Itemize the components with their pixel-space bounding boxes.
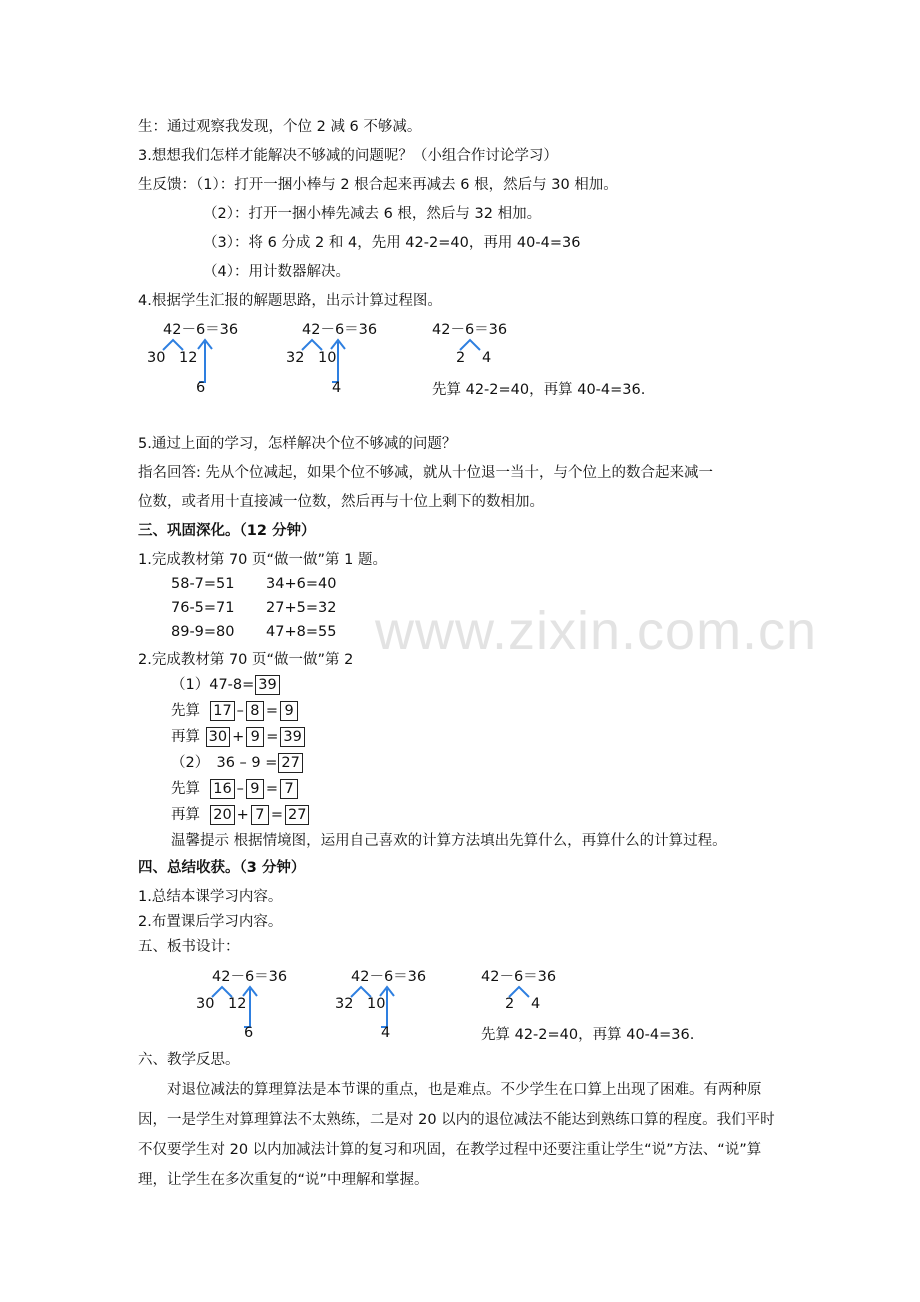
step-label: 先算 (171, 781, 200, 797)
calc-diagram-1 (145, 318, 305, 398)
equation: 42－6＝36 (163, 322, 239, 338)
split-arrows (284, 318, 444, 398)
operator: = (270, 807, 283, 823)
text-line: （3）：将 6 分成 2 和 4，先用 42-2=40，再用 40-4=36 (203, 235, 581, 251)
split-value: 30 (196, 996, 215, 1012)
text-line: 生反馈：（1）：打开一捆小棒与 2 根合起来再减去 6 根，然后与 30 相加。 (138, 177, 618, 193)
text-line: 五、板书设计： (138, 939, 240, 955)
split-value: 12 (179, 350, 198, 366)
answer-box: 17 (210, 701, 234, 721)
practice-row (171, 675, 281, 695)
answer-box: 39 (255, 675, 279, 695)
operator: + (232, 729, 245, 745)
split-value: 4 (531, 996, 541, 1012)
exercise-item: 27+5=32 (266, 600, 337, 616)
split-value: 32 (286, 350, 305, 366)
text-line: 位数，或者用十直接减一位数，然后再与十位上剩下的数相加。 (138, 494, 544, 510)
subtrahend: 4 (381, 1025, 391, 1041)
step-label: 再算 (171, 807, 200, 823)
split-value: 10 (318, 350, 337, 366)
practice-row (171, 753, 304, 773)
split-value: 2 (456, 350, 466, 366)
text-line: 指名回答: 先从个位减起，如果个位不够减，就从十位退一当十，与个位上的数合起来减一 (138, 465, 713, 481)
text-line: （4）：用计数器解决。 (203, 264, 350, 280)
tip-text: 温馨提示 根据情境图，运用自己喜欢的计算方法填出先算什么，再算什么的计算过程。 (171, 833, 727, 849)
exercise-item: 76-5=71 (171, 600, 235, 616)
text-line: 5.通过上面的学习，怎样解决个位不够减的问题？ (138, 436, 457, 452)
text-line: 3.想想我们怎样才能解决不够减的问题呢？（小组合作讨论学习） (138, 148, 558, 164)
text-line: 2.完成教材第 70 页“做一做”第 2 (138, 652, 354, 668)
practice-row (171, 805, 310, 825)
split-value: 32 (335, 996, 354, 1012)
text-line: 1.完成教材第 70 页“做一做”第 1 题。 (138, 552, 387, 568)
board-diagram-3 (481, 965, 781, 1045)
practice-label: （2） 36 – 9 = (171, 755, 278, 771)
split-arrows (194, 965, 354, 1045)
subtrahend: 4 (332, 380, 342, 396)
text-line: 1.总结本课学习内容。 (138, 889, 283, 905)
reflection-paragraph: 对退位减法的算理算法是本节课的重点，也是难点。不少学生在口算上出现了困难。有两种原因，一是学生对算理算法不太熟练，二是对 20 以内的退位减法不能达到熟练口算的程度。我们平时不仅要学生对 20 以内加减法计算的复习和巩固，在教学过程中还要注重让学生“说”方法、“说”算理，让学生在多次重复的“说”中理解和掌握。 (138, 1082, 775, 1188)
calc-note: 先算 42-2=40，再算 40-4=36. (481, 1027, 695, 1043)
calc-note: 先算 42-2=40，再算 40-4=36. (432, 382, 646, 398)
operator: + (236, 807, 249, 823)
text-line: 生：通过观察我发现，个位 2 减 6 不够减。 (138, 119, 422, 135)
board-diagram-1 (194, 965, 354, 1045)
equation: 42－6＝36 (302, 322, 378, 338)
answer-box: 20 (210, 805, 234, 825)
answer-box: 7 (280, 779, 298, 799)
step-label: 再算 (171, 729, 200, 745)
practice-row (171, 727, 306, 747)
split-value: 10 (367, 996, 386, 1012)
text-line: 2.布置课后学习内容。 (138, 914, 283, 930)
equation: 42－6＝36 (351, 969, 427, 985)
answer-box: 39 (280, 727, 304, 747)
answer-box: 27 (278, 753, 302, 773)
practice-label: （1）47-8= (171, 677, 255, 693)
exercise-item: 34+6=40 (266, 576, 337, 592)
answer-box: 27 (285, 805, 309, 825)
split-value: 4 (482, 350, 492, 366)
operator: = (266, 729, 279, 745)
section-heading: 四、总结收获。（3 分钟） (138, 860, 306, 876)
answer-box: 16 (210, 779, 234, 799)
answer-box: 30 (206, 727, 230, 747)
board-diagram-2 (333, 965, 493, 1045)
practice-row (171, 701, 299, 721)
step-label: 先算 (171, 703, 200, 719)
operator: – (236, 703, 244, 719)
subtrahend: 6 (244, 1025, 254, 1041)
operator: = (265, 781, 279, 797)
answer-box: 9 (246, 779, 264, 799)
equation: 42－6＝36 (212, 969, 288, 985)
split-arrows (333, 965, 493, 1045)
text-line: 六、教学反思。 (138, 1052, 240, 1068)
exercise-item: 58-7=51 (171, 576, 235, 592)
exercise-item: 47+8=55 (266, 624, 337, 640)
equation: 42－6＝36 (432, 322, 508, 338)
operator: – (236, 781, 244, 797)
watermark: www.zixin.com.cn (375, 601, 818, 661)
answer-box: 7 (251, 805, 269, 825)
text-line: 4.根据学生汇报的解题思路，出示计算过程图。 (138, 293, 442, 309)
calc-diagram-3 (432, 318, 732, 398)
section-heading: 三、巩固深化。（12 分钟） (138, 523, 316, 539)
subtrahend: 6 (196, 380, 206, 396)
calc-diagram-2 (284, 318, 444, 398)
exercise-item: 89-9=80 (171, 624, 235, 640)
split-value: 12 (228, 996, 247, 1012)
answer-box: 9 (280, 701, 298, 721)
answer-box: 8 (246, 701, 264, 721)
split-value: 2 (505, 996, 515, 1012)
split-value: 30 (147, 350, 166, 366)
operator: = (265, 703, 279, 719)
equation: 42－6＝36 (481, 969, 557, 985)
split-arrows (145, 318, 305, 398)
practice-row (171, 779, 299, 799)
answer-box: 9 (246, 727, 264, 747)
text-line: （2）：打开一捆小棒先减去 6 根，然后与 32 相加。 (203, 206, 542, 222)
